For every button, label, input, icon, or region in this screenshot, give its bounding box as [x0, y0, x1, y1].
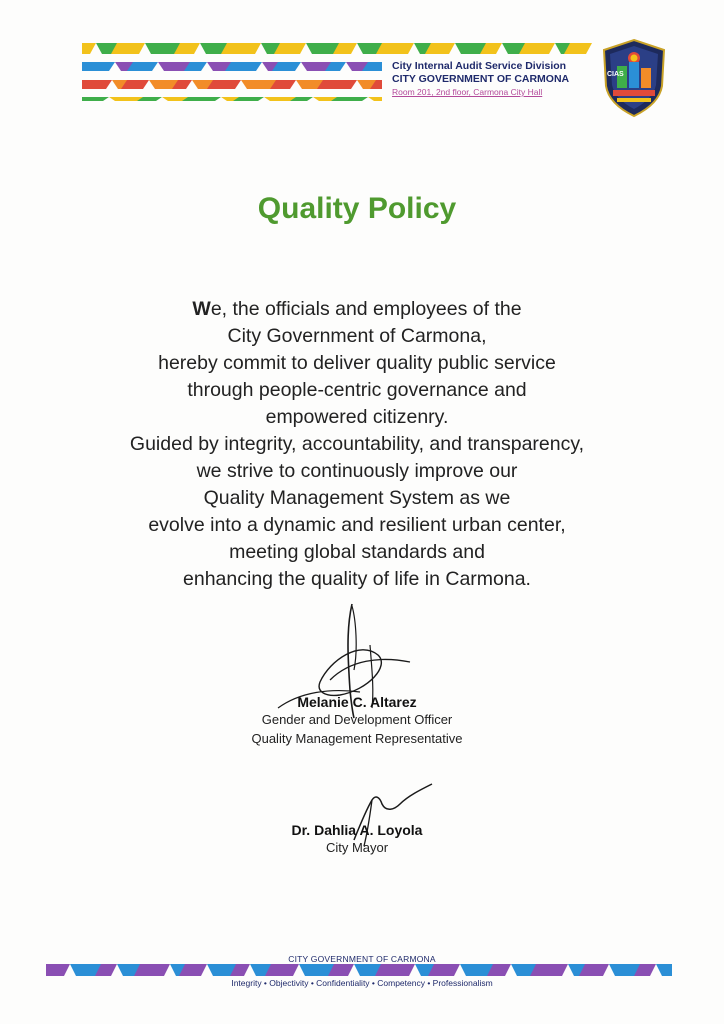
stripe-segment — [265, 964, 299, 976]
city-seal-icon — [601, 38, 667, 118]
stripe-segment — [225, 62, 262, 71]
government-name: CITY GOVERNMENT OF CARMONA — [392, 73, 570, 85]
stripe-segment — [46, 964, 70, 976]
office-address: Room 201, 2nd floor, Carmona City Hall — [392, 87, 543, 97]
policy-line: Quality Management System as we — [203, 487, 511, 509]
policy-line: empowered citizenry. — [265, 406, 449, 428]
policy-dropcap: W — [192, 298, 211, 320]
stripe-segment — [519, 43, 555, 54]
header-letterhead — [392, 60, 569, 99]
footer-core-values: Integrity • Objectivity • Confidentiality • Competency • Professionalism — [231, 978, 493, 988]
policy-line: meeting global standards and — [229, 541, 485, 563]
header-stripe-lower — [82, 80, 382, 89]
policy-line: evolve into a dynamic and resilient urban center, — [148, 514, 566, 536]
stripe-segment — [656, 964, 672, 976]
stripe-segment — [82, 62, 115, 71]
policy-line: Guided by integrity, accountability, and transparency, — [129, 433, 585, 455]
policy-line: City Government of Carmona, — [227, 325, 487, 347]
policy-line: through people-centric governance and — [187, 379, 527, 401]
signatory-block-1 — [0, 694, 714, 748]
signatory-role: Gender and Development Officer — [261, 712, 453, 727]
stripe-segment — [207, 80, 241, 89]
stripe-segment — [375, 964, 415, 976]
svg-text:CIAS: CIAS — [607, 71, 624, 78]
footer-stripe — [46, 964, 672, 976]
policy-line: hereby commit to deliver quality public service — [158, 352, 556, 374]
stripe-segment — [134, 964, 170, 976]
page-title: Quality Policy — [257, 192, 457, 225]
header-stripe-thin — [82, 97, 382, 101]
policy-line: We, the officials and employees of the — [192, 298, 522, 320]
division-name: City Internal Audit Service Division — [392, 60, 567, 72]
header-stripe-middle — [82, 62, 382, 71]
stripe-segment — [376, 43, 414, 54]
footer-organization: CITY GOVERNMENT OF CARMONA — [288, 954, 436, 964]
stripe-segment — [221, 43, 261, 54]
stripe-segment — [317, 80, 357, 89]
policy-line: we strive to continuously improve our — [196, 460, 518, 482]
signatory-role: Quality Management Representative — [251, 731, 463, 746]
signatory-block-2 — [0, 822, 714, 857]
policy-line: enhancing the quality of life in Carmona. — [183, 568, 531, 590]
stripe-segment — [530, 964, 568, 976]
policy-statement — [0, 296, 714, 593]
signatory-role: City Mayor — [325, 840, 389, 855]
stripe-segment — [82, 97, 109, 101]
stripe-segment — [182, 97, 221, 101]
signatory-name: Melanie C. Altarez — [297, 694, 417, 710]
stripe-segment — [82, 43, 96, 54]
stripe-segment — [368, 97, 382, 101]
stripe-segment — [82, 80, 112, 89]
header-stripe-top — [82, 43, 592, 54]
stripe-segment — [331, 97, 368, 101]
signatory-name: Dr. Dahlia A. Loyola — [291, 822, 423, 838]
